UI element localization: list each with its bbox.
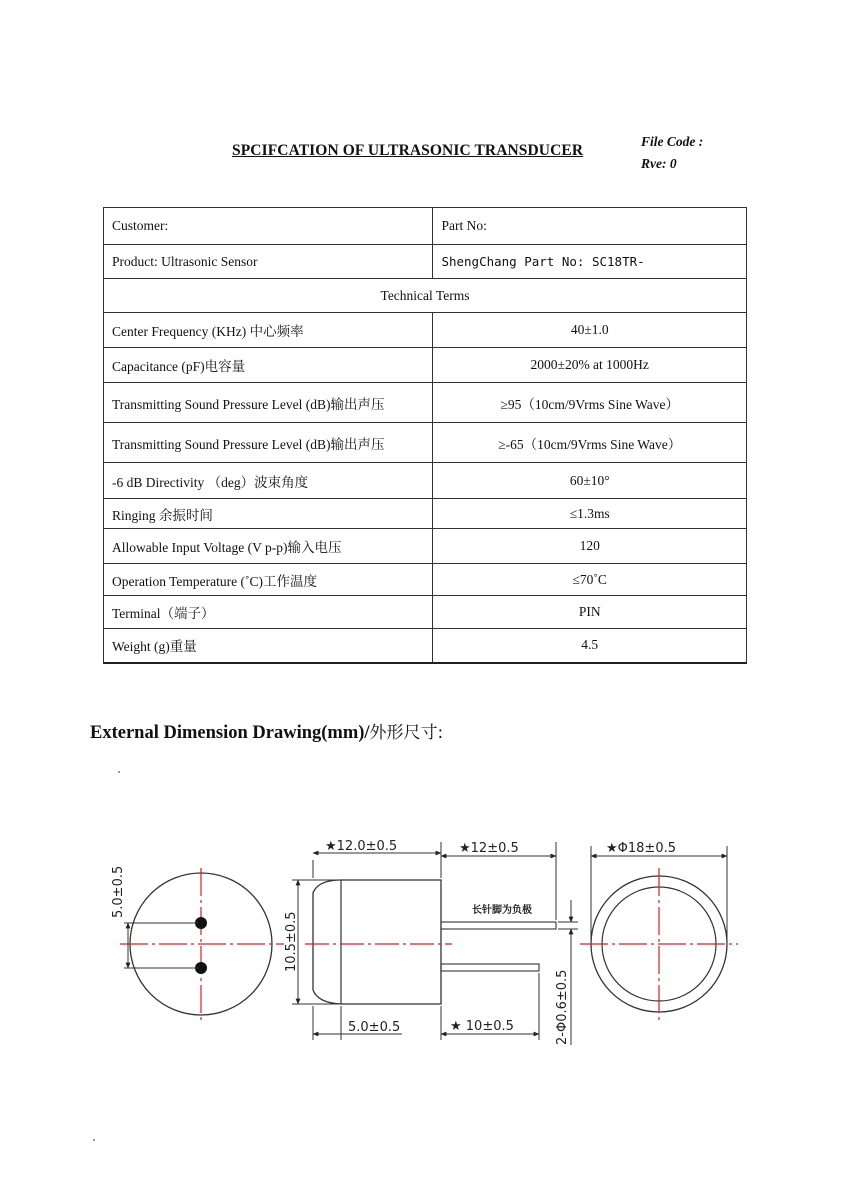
file-code: File Code : [641, 134, 704, 149]
spec-title: SPCIFCATION OF ULTRASONIC TRANSDUCER [232, 142, 584, 159]
customer-cell: Customer: [104, 208, 433, 245]
table-row [104, 279, 747, 313]
param-value: ≤1.3ms [433, 499, 747, 529]
dimension-heading [90, 718, 443, 744]
param-label: Center Frequency (KHz) 中心频率 [104, 313, 433, 348]
param-value: 40±1.0 [433, 313, 747, 348]
dimension-heading-en: External Dimension Drawing(mm)/ [90, 723, 370, 743]
param-value: 4.5 [433, 629, 747, 663]
file-code-block [641, 131, 703, 175]
table-row [104, 383, 747, 423]
pin-note: 长针脚为负极 [472, 905, 532, 916]
table-row [104, 245, 747, 279]
table-row [104, 564, 747, 596]
param-value: PIN [433, 596, 747, 629]
param-label: Transmitting Sound Pressure Level (dB)输出声压 [104, 423, 433, 463]
param-label: -6 dB Directivity （deg）波束角度 [104, 463, 433, 499]
dimension-drawing [0, 760, 851, 1120]
dim-diameter: ★Φ18±0.5 [606, 841, 676, 856]
dim-base: 5.0±0.5 [348, 1020, 401, 1035]
spec-table [103, 207, 747, 664]
shengchang-part-cell: ShengChang Part No: SC18TR- [433, 245, 747, 279]
front-view [580, 841, 738, 1022]
param-label: Transmitting Sound Pressure Level (dB)输出声压 [104, 383, 433, 423]
dim-short-pin: ★ 10±0.5 [450, 1019, 514, 1034]
table-row [104, 629, 747, 663]
table-row [104, 313, 747, 348]
side-view [284, 839, 578, 1045]
dim-left-vertical: 5.0±0.5 [111, 865, 126, 918]
dim-height: 10.5±0.5 [284, 911, 299, 972]
param-value: ≤70˚C [433, 564, 747, 596]
side-body-outline [313, 880, 441, 1004]
table-row [104, 499, 747, 529]
table-row [104, 463, 747, 499]
param-label: Terminal（端子） [104, 596, 433, 629]
param-value: 120 [433, 529, 747, 564]
dim-pin-dia: 2-Φ0.6±0.5 [555, 969, 570, 1045]
table-row [104, 348, 747, 383]
param-value: 2000±20% at 1000Hz [433, 348, 747, 383]
param-value: 60±10° [433, 463, 747, 499]
param-value: ≥95（10cm/9Vrms Sine Wave） [433, 383, 747, 423]
param-label: Weight (g)重量 [104, 629, 433, 663]
dim-body-width: ★12.0±0.5 [325, 839, 398, 854]
long-pin [441, 922, 556, 929]
product-cell: Product: Ultrasonic Sensor [104, 245, 433, 279]
param-label: Ringing 余振时间 [104, 499, 433, 529]
param-label: Allowable Input Voltage (V p-p)输入电压 [104, 529, 433, 564]
param-label: Capacitance (pF)电容量 [104, 348, 433, 383]
table-row [104, 208, 747, 245]
table-row [104, 596, 747, 629]
revision: Rve: 0 [641, 156, 677, 171]
table-row [104, 529, 747, 564]
table-row [104, 423, 747, 463]
scan-speck [93, 1139, 95, 1141]
bottom-view [111, 866, 284, 1020]
dimension-heading-cn: 外形尺寸: [369, 723, 444, 743]
dim-pin-length: ★12±0.5 [459, 841, 519, 856]
param-value: ≥-65（10cm/9Vrms Sine Wave） [433, 423, 747, 463]
param-label: Operation Temperature (˚C)工作温度 [104, 564, 433, 596]
technical-terms-header: Technical Terms [104, 279, 747, 313]
part-no-cell: Part No: [433, 208, 747, 245]
short-pin [441, 964, 539, 971]
